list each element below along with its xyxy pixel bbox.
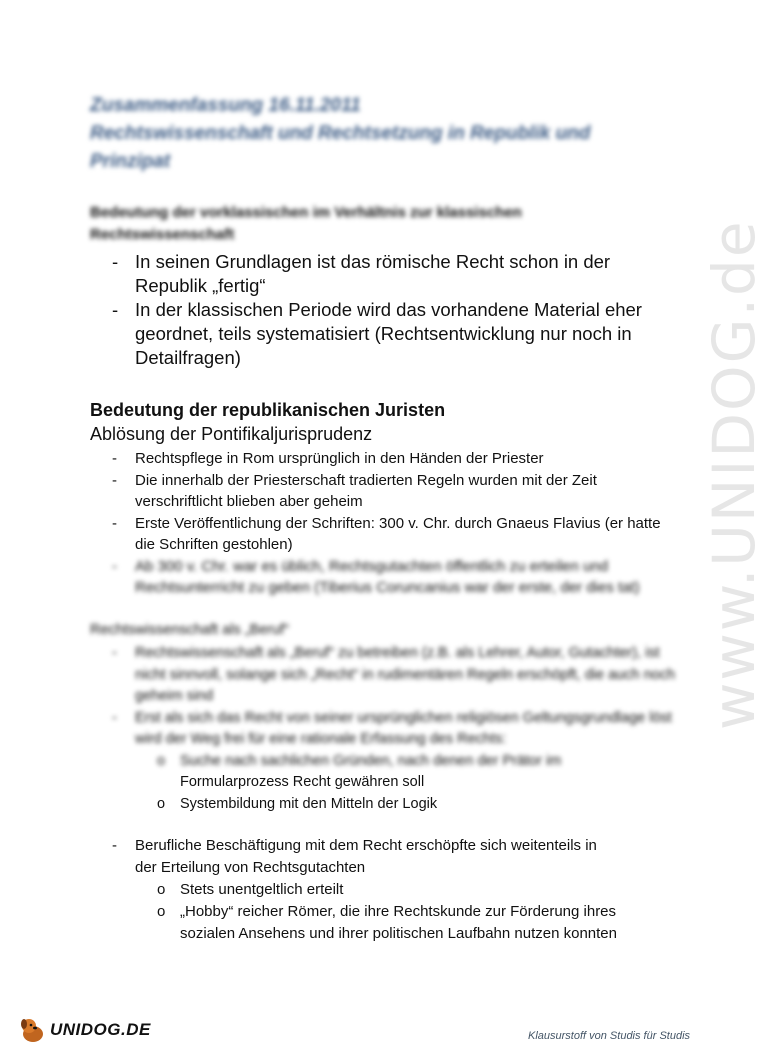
list-item-text: Erst als sich das Recht von seiner ursprünglichen religiösen Geltungsgrundlage löst wird der Weg frei für eine rationale Erfassung des Rechts: xyxy=(135,709,672,747)
sub-item-text: Systembildung mit den Mitteln der Logik xyxy=(180,795,438,812)
list-item xyxy=(90,556,680,599)
list-item-text: Rechtspflege in Rom ursprünglich in den Händen der Priester xyxy=(135,450,544,467)
sub-list-item xyxy=(135,879,680,901)
dash-bullet: - xyxy=(112,251,119,272)
list-item-text: In seinen Grundlagen ist das römische Recht schon in der Republik „fertig“ xyxy=(135,251,611,296)
heading-line: Rechtswissenschaft xyxy=(90,226,235,243)
dash-bullet: - xyxy=(112,299,119,320)
sub-list-item xyxy=(135,751,680,794)
list-item-line: Berufliche Beschäftigung mit dem Recht erschöpfte sich weitenteils in xyxy=(135,837,597,854)
section2-subheading: Ablösung der Pontifikaljurisprudenz xyxy=(90,424,373,444)
list-item-line: der Erteilung von Rechtsgutachten xyxy=(135,859,366,876)
sub-list-item xyxy=(135,794,680,816)
section3-heading: Rechtswissenschaft als „Beruf“ xyxy=(90,622,290,638)
dog-icon xyxy=(18,1015,48,1045)
heading-line: Bedeutung der vorklassischen im Verhältnis zur klassischen xyxy=(90,204,522,221)
circle-bullet: o xyxy=(157,903,166,920)
title-line: Rechtswissenschaft und Rechtsetzung in Republik und xyxy=(90,123,591,144)
list-item xyxy=(90,250,660,298)
sub-list xyxy=(135,879,680,945)
section4-list xyxy=(90,835,680,945)
dash-bullet: - xyxy=(112,514,117,532)
circle-bullet: o xyxy=(157,881,166,898)
list-item-text: Rechtswissenschaft als „Beruf“ zu betreiben (z.B. als Lehrer, Autor, Gutachter), ist nicht sinnvoll, solange sich „Recht“ in rudimentären Regeln erschöpft, die auch noch geheim sind xyxy=(135,645,676,704)
sub-item-line: Formularprozess Recht gewähren soll xyxy=(180,774,425,790)
list-item-text: Erste Veröffentlichung der Schriften: 300 v. Chr. durch Gnaeus Flavius (er hatte die Schriften gestohlen) xyxy=(135,514,661,553)
list-item-text: In der klassischen Periode wird das vorhandene Material eher geordnet, teils systematisiert (Rechtsentwicklung nur noch in Detailfragen) xyxy=(135,299,642,368)
sub-item-line: „Hobby“ reicher Römer, die ihre Rechtskunde zur Förderung ihres xyxy=(180,903,617,920)
list-item xyxy=(90,708,680,751)
list-item xyxy=(90,470,680,513)
list-item xyxy=(90,643,680,708)
dash-bullet: - xyxy=(112,450,117,467)
watermark-text: www.UNIDOG.de xyxy=(700,219,768,730)
list-item xyxy=(90,835,680,945)
sub-list xyxy=(135,751,680,816)
list-item xyxy=(90,448,680,470)
dash-bullet: - xyxy=(112,709,117,726)
sub-item-line: Suche nach sachlichen Gründen, nach denen der Prätor im xyxy=(180,752,562,769)
dash-bullet: - xyxy=(112,645,117,661)
section2-list xyxy=(90,448,680,599)
logo-text: UNIDOG.DE xyxy=(50,1020,151,1039)
list-item-text: Die innerhalb der Priesterschaft tradierten Regeln wurden mit der Zeit verschriftlicht blieben aber geheim xyxy=(135,471,597,510)
unidog-logo xyxy=(18,1015,151,1045)
circle-bullet: o xyxy=(157,795,166,812)
footer-text: Klausurstoff von Studis für Studis xyxy=(528,1030,691,1042)
section1-list xyxy=(90,250,660,370)
section1-heading xyxy=(90,202,610,246)
document-title xyxy=(90,92,650,176)
dash-bullet: - xyxy=(112,837,117,854)
section2-heading: Bedeutung der republikanischen Juristen xyxy=(90,400,446,420)
list-item xyxy=(90,751,680,816)
title-line: Prinzipat xyxy=(90,151,171,172)
dash-bullet: - xyxy=(112,557,117,575)
sub-item-line: sozialen Ansehens und ihrer politischen Laufbahn nutzen konnten xyxy=(180,925,617,942)
circle-bullet: o xyxy=(157,752,166,769)
sub-item-text: Stets unentgeltlich erteilt xyxy=(180,881,344,898)
list-item-text: Ab 300 v. Chr. war es üblich, Rechtsgutachten öffentlich zu erteilen und Rechtsunterricht zu geben (Tiberius Coruncanius war der erste, der dies tat) xyxy=(135,557,640,596)
list-item xyxy=(90,513,680,556)
title-line: Zusammenfassung 16.11.2011 xyxy=(90,95,361,116)
section3-list xyxy=(90,643,680,815)
list-item xyxy=(90,298,660,370)
sub-list-item xyxy=(135,901,680,945)
dash-bullet: - xyxy=(112,471,117,489)
